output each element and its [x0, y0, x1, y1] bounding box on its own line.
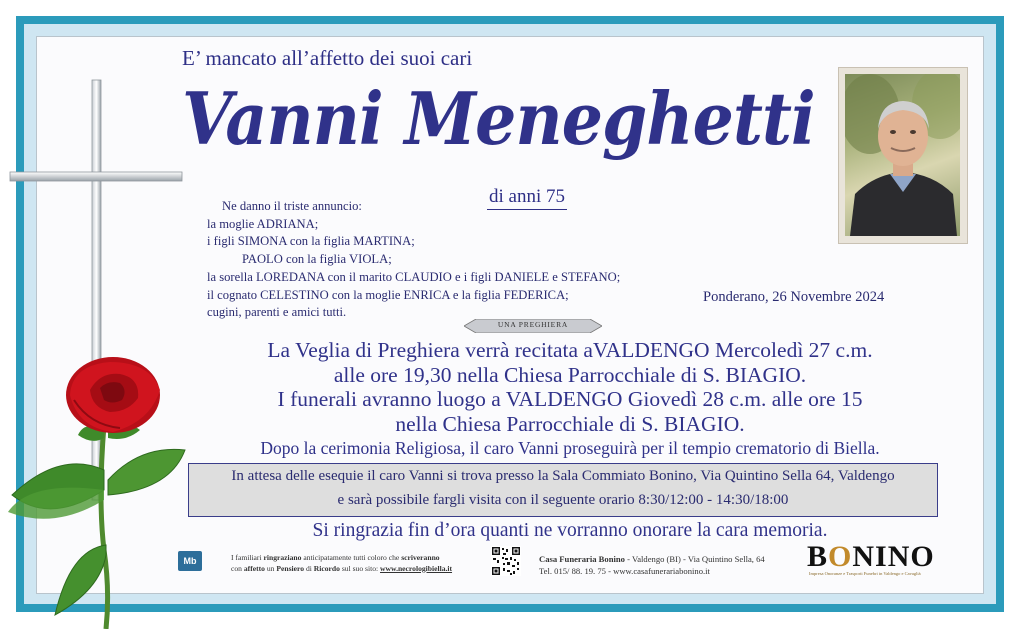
deceased-name: Vanni Meneghetti: [182, 76, 815, 161]
ceremony-line: I funerali avranno luogo a VALDENGO Giovedì 28 c.m. alle ore 15: [277, 387, 863, 411]
mb-logo: Mb: [178, 551, 202, 571]
ceremony-line: alle ore 19,30 nella Chiesa Parrocchiale di S. BIAGIO.: [333, 362, 807, 387]
footer-left-text: [231, 553, 452, 574]
ceremony-details: [160, 338, 980, 460]
portrait-photo: [838, 67, 968, 244]
footer-text: con: [231, 563, 244, 573]
announcement-line: Ne danno il triste annuncio:: [222, 199, 362, 213]
announcement-line: la moglie ADRIANA;: [207, 216, 319, 231]
announcement-line: il cognato CELESTINO con la moglie ENRICA e la figlia FEDERICA;: [207, 287, 569, 302]
footer-text: un: [264, 563, 277, 573]
ceremony-line: Dopo la cerimonia Religiosa, il caro Vanni proseguirà per il tempio crematorio di Biella.: [260, 438, 880, 458]
announcement-line: cugini, parenti e amici tutti.: [207, 305, 347, 320]
funeral-home-contact[interactable]: Tel. 015/ 88. 19. 75 - www.casafunerariabonino.it: [539, 566, 710, 576]
age-text: di anni 75: [487, 186, 567, 210]
bonino-logo: [807, 540, 935, 574]
logo-letter: B: [807, 540, 829, 573]
banner-label: UNA PREGHIERA: [497, 320, 569, 329]
footer-text: Ricordo: [313, 563, 340, 573]
thanks-text: Si ringrazia fin d’ora quanti ne vorranno onorare la cara memoria.: [312, 520, 828, 541]
footer-text: scriveranno: [401, 553, 440, 562]
logo-letter: O: [828, 540, 853, 573]
notice-line: e sarà possibile fargli visita con il seguente orario 8:30/12:00 - 14:30/18:00: [337, 492, 789, 508]
announcement-list: [207, 198, 620, 322]
intro-text: E’ mancato all’affetto dei suoi cari: [182, 46, 473, 70]
logo-subtitle: Impresa Onoranze e Trasporti Funebri in Valdengo e Cavaglià: [809, 571, 921, 576]
ceremony-line: nella Chiesa Parrocchiale di S. BIAGIO.: [395, 411, 745, 436]
prayer-banner: [464, 319, 602, 333]
footer-text: I familiari: [231, 553, 264, 562]
footer-text: Pensiero: [276, 563, 305, 573]
visit-notice-box: [188, 463, 938, 517]
funeral-home-name: Casa Funeraria Bonino: [539, 554, 625, 564]
logo-letter: NINO: [852, 540, 935, 573]
qr-code-icon[interactable]: [491, 546, 521, 576]
website-link[interactable]: www.necrologibiella.it: [380, 563, 453, 573]
funeral-home-address: - Valdengo (BI) - Via Quintino Sella, 64: [624, 554, 765, 564]
ceremony-line: La Veglia di Preghiera verrà recitata aVALDENGO Mercoledì 27 c.m.: [267, 338, 873, 362]
announcement-line: PAOLO con la figlia VIOLA;: [242, 252, 392, 267]
announcement-line: la sorella LOREDANA con il marito CLAUDIO e i figli DANIELE e STEFANO;: [207, 269, 621, 284]
funeral-home-info: [539, 553, 765, 577]
footer-text: ringraziano: [263, 553, 302, 562]
footer-text: anticipatamente tutti coloro che: [301, 553, 402, 562]
announcement-line: i figli SIMONA con la figlia MARTINA;: [207, 234, 415, 249]
place-date: Ponderano, 26 Novembre 2024: [703, 289, 885, 305]
notice-line: In attesa delle esequie il caro Vanni si trova presso la Sala Commiato Bonino, Via Quintino Sella 64, Valdengo: [231, 468, 895, 484]
footer-text: sul suo sito:: [339, 563, 381, 573]
footer-text: affetto: [243, 563, 265, 573]
footer-text: di: [304, 563, 314, 573]
rose-icon: [0, 350, 200, 629]
